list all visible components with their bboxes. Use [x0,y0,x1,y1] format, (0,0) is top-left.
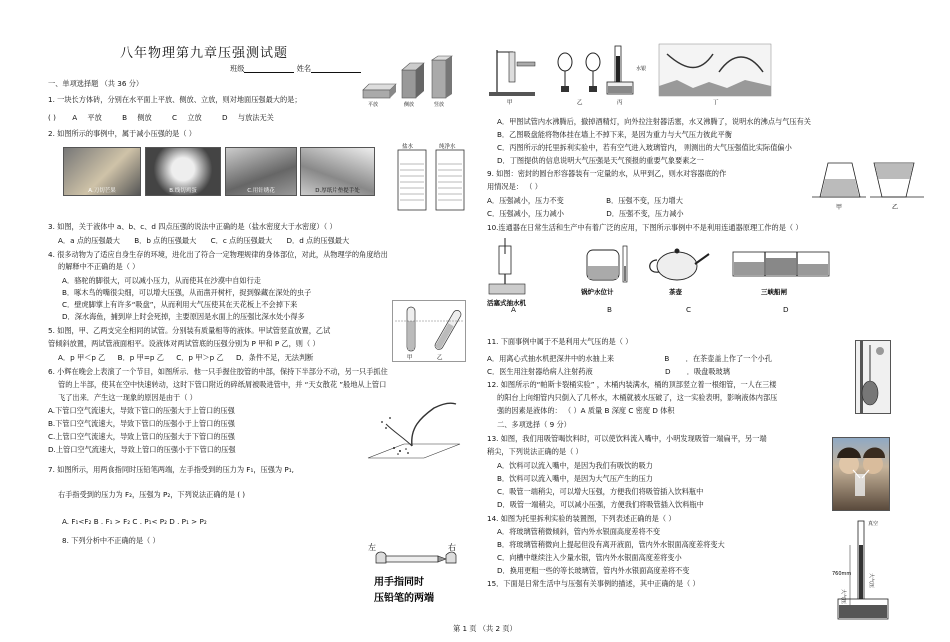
question-12: 12. 如图所示的“帕斯卡裂桶实验” ，木桶内装满水，桶的顶部竖立着一根细管，一人在三楼 [487,380,777,389]
question-2: 2. 如图所示的事例中，属于减小压强的是（ ） [48,129,196,138]
option-d-letter[interactable]: D [664,367,671,376]
option-c[interactable]: C．p 甲＞p 乙 [176,353,224,362]
pure-water-label: 纯净水 [439,144,456,150]
option-c[interactable]: C．医生用注射器给病人注射药液 [487,367,593,376]
caption-a: A.刀切芒果 [88,188,116,194]
connected-vessels-figure [483,236,833,308]
question-8-option-a[interactable]: A．甲图试管内水沸腾后，撤掉酒精灯，向外拉注射器活塞，水又沸腾了，说明水的沸点与气压有关 [497,117,811,126]
test-tube-figure [392,300,466,362]
option-text: 侧放 [137,113,152,122]
caption-c: C.用针绣花 [247,188,275,194]
page-title: 八年物理第九章压强测试题 [120,46,289,61]
caption-line-1: 用手指同时 [374,577,424,588]
fig-ding-label: 丁 [713,100,719,106]
question-13: 13. 如图，我们用吸管喝饮料时，可以使饮料流入嘴中，小明发现吸管一端扁平，另一端 [487,434,767,443]
photo-paper-handle [300,147,375,196]
cone-jia-label: 甲 [836,204,843,211]
question-13-continued: 稍尖，下列说法正确的是（ ） [487,447,583,456]
question-11: 11. 下面事例中属于不是利用大气压的是（ ） [487,337,633,346]
option-b-letter[interactable]: B [664,354,670,363]
photo-cut-mango [63,147,141,196]
question-8-option-b[interactable]: B．乙图吸盘能将物体挂在墙上不掉下来，是因为重力与大气压力彼此平衡 [497,130,732,139]
question-14-option-b[interactable]: B．将玻璃管稍微向上提起但没有离开液面，管内外水银面高度差将变大 [497,540,725,549]
question-5-continued: 管倾斜放置，两试管液面相平。设液体对两试管底的压强分别为 P 甲和 P 乙，则（ ） [48,339,320,348]
q8-figure-strip [487,42,775,107]
question-8: 8. 下列分析中不正确的是（ ） [62,536,160,545]
option-text: 与放法无关 [237,113,274,122]
option-d-text: ．吸盘吸玻璃 [686,367,730,376]
option-b[interactable]: B．p 甲=p 乙 [117,353,164,362]
question-4-option-b[interactable]: B．啄木鸟的嘴很尖细，可以增大压强，从而凿开树杆，捉到躲藏在深处的虫子 [62,288,312,297]
boiler-caption: 锅炉水位计 [581,288,614,296]
question-13-option-c[interactable]: C．吸管一端稍尖，可以增大压强，方便我们将吸管插入饮料瓶中 [497,487,704,496]
option-a[interactable]: A．a 点的压强最大 [58,236,120,245]
page-footer: 第 1 页 （共 2 页） [453,624,517,633]
option-text: 平放 [87,113,102,122]
question-7-continued: 右手指受到的压力为 F₂，压强为 P₂，下列说法正确的是 ( ) [58,490,246,499]
name-label: 姓名 [296,64,312,73]
question-13-option-a[interactable]: A．饮料可以流入嘴中，是因为我们有吸饮的吸力 [497,461,653,470]
question-10: 10.连通器在日常生活和生产中有着广泛的应用，下图所示事例中不是利用连通器原理工作的是（ ） [487,223,803,232]
option-c[interactable]: C．压强减小，压力减小 [487,209,564,218]
mercury-label: 水银 [636,66,647,72]
ship-lock-caption: 三峡船闸 [761,288,787,296]
question-6-option-a[interactable]: A.下管口空气流速大，导致下管口的压强大于上管口的压强 [48,406,235,415]
liquid-container-figure [392,140,470,215]
question-14-option-c[interactable]: C．向槽中继续注入少量水银，管内外水银面高度差将变小 [497,553,682,562]
fig-yi-label: 乙 [577,100,583,106]
option-b[interactable]: B．压强不变，压力增大 [606,196,683,205]
question-3-options [58,236,349,245]
option-text: 立放 [187,113,202,122]
q10-letter-b[interactable]: B [607,305,612,314]
question-8-option-d[interactable]: D．丁图提供的信息说明大气压强是天气预报的重要气象要素之一 [497,156,704,165]
option-b[interactable]: B．b 点的压强最大 [134,236,197,245]
question-6-continued-2: 飞了出来．产生这一现象的原因是由于（ ） [58,393,197,402]
option-b-text: ．在茶壶盖上作了一个小孔 [685,354,772,363]
question-6: 6. 小辉在晚会上表演了一个节目，如图所示．他一只手握住胶管的中部，保持下半部分不动，另一只手抓住 [48,367,388,376]
bricks-image [360,55,470,108]
question-6-option-c[interactable]: C.上管口空气流速大，导致上管口的压强大于下管口的压强 [48,432,235,441]
question-15: 15．下面是日常生活中与压强有关事例的描述，其中正确的是（ ） [487,579,700,588]
brick-label-upright: 竖放 [434,102,445,108]
class-label: 班级 [230,64,245,73]
question-11-options-row1 [487,354,772,363]
question-6-continued: 管的上半部，使其在空中快速转动，这时下管口附近的碎纸屑被吸进管中，并 “天女散花 ”般地从上管口 [58,380,387,389]
option-letter[interactable]: D [222,113,228,122]
q10-letter-c[interactable]: C [686,305,692,314]
cone-yi-label: 乙 [892,204,899,211]
question-14: 14. 如图为托里拆利实验的装置图，下列表述正确的是（ ） [487,514,676,523]
question-6-option-d[interactable]: D.上管口空气流速大，导致上管口的压强小于下管口的压强 [48,445,236,454]
answer-paren: ( ) [48,113,56,122]
question-5-options [58,353,313,362]
tube-jia-label: 甲 [407,355,413,361]
option-d[interactable]: D．d 点的压强最大 [286,236,350,245]
section-1-heading: 一、单项选择题 （共 36 分） [48,79,144,88]
question-13-option-d[interactable]: D．吸管一端稍尖，可以减小压强，方便我们将吸管插入饮料瓶中 [497,500,704,509]
pascal-barrel-image [855,340,891,414]
option-c[interactable]: C．c 点的压强最大 [210,236,273,245]
question-6-option-b[interactable]: B.下管口空气流速大，导致下管口的压强小于上管口的压强 [48,419,235,428]
question-9-options-row2 [487,209,684,218]
brick-label-flat: 平放 [368,102,379,108]
option-a[interactable]: A．p 甲＜p 乙 [58,353,106,362]
right-label: 右 [448,543,456,552]
caption-d: D.厚纸片垫提手处 [315,188,360,194]
question-4-option-c[interactable]: C．壁虎脚掌上有许多“吸盘”，从而利用大气压使其在天花板上不会掉下来 [62,300,298,309]
question-9-continued: 用情况是： （ ） [487,182,542,191]
pump-caption: 活塞式抽水机 [487,299,526,307]
option-letter[interactable]: B [122,113,128,122]
caption-b: B.线切鸡蛋 [169,188,197,194]
brick-figure [360,55,470,108]
question-12-continued: 的阳台上向细管内只倒入了几杯水，木桶就被水压破了，这一实验表明，影响液体内部压 [497,393,778,402]
question-7: 7. 如图所示，用两食指同时压铅笔两端，左手指受到的压力为 F₁，压强为 P₁, [48,465,294,474]
photo-embroidery [225,147,297,196]
question-12-continued-2: 强的因素是液体的： （ ）A 质量 B 深度 C 密度 D 体积 [497,406,675,415]
question-1: 1. 一块长方体砖，分别在水平面上平放、侧放、立放，则对地面压强最大的是； [48,95,302,104]
question-9-options-row1 [487,196,683,205]
option-a[interactable]: A．用离心式抽水机把深井中的水抽上来 [487,354,615,363]
atm-label-left: 大气压 [840,589,846,605]
spinning-tube-figure [364,398,464,466]
photo-cut-egg [145,147,221,196]
option-letter[interactable]: C [172,113,178,122]
question-14-option-a[interactable]: A．将玻璃管稍微倾斜，管内外水银面高度差将不变 [497,527,661,536]
height-label: 760mm [832,571,852,577]
question-4-continued: 的解释中不正确的是（ ） [58,262,140,271]
option-a[interactable]: A．压强减小，压力不变 [487,196,564,205]
question-13-option-b[interactable]: B．饮料可以流入嘴中，是因为大气压产生的压力 [497,474,653,483]
question-8-option-c[interactable]: C．丙图所示的托里拆利实验中，若有空气进入玻璃管内， 则测出的大气压强值比实际值偏小 [497,143,792,152]
truncated-cone-figure [812,157,924,212]
teapot-caption: 茶壶 [669,288,682,296]
question-9: 9. 如图：密封的圆台形容器装有一定量的水，从甲到乙，则水对容器底的作 [487,169,727,178]
salt-water-label: 盐水 [402,144,414,150]
drinking-straw-photo [832,437,890,511]
question-7-options[interactable]: A. F₁<F₂ B . F₁ > F₂ C . P₁< P₂ D . P₁ > P₂ [62,517,207,526]
option-d[interactable]: D．条件不足，无法判断 [235,353,314,362]
atm-label-right: 大气压 [868,573,874,589]
question-14-option-d[interactable]: D．换用更粗一些的等长玻璃管，管内外水银面高度差将不变 [497,566,690,575]
option-d[interactable]: D．压强不变，压力减小 [606,209,684,218]
q10-letter-a[interactable]: A [511,305,516,314]
q10-letter-d[interactable]: D [783,305,789,314]
caption-line-2: 压铅笔的两端 [374,593,434,604]
class-name-line [230,64,361,73]
question-3: 3. 如图，关于液体中 a、b、c、d 四点压强的说法中正确的是（盐水密度大于水密度）（ ） [48,222,337,231]
question-4-option-d[interactable]: D．深水海鱼，捕到岸上时会死掉，主要原因是水面上的压强比深水处小得多 [62,312,305,321]
question-4-option-a[interactable]: A．骆驼的脚很大，可以减小压力，从而使其在沙漠中自如行走 [62,276,261,285]
section-2-heading: 二、多项选择（ 9 分） [497,420,571,429]
vacuum-label: 真空 [868,521,879,527]
question-1-options [48,113,274,122]
tube-yi-label: 乙 [437,355,443,361]
pencil-figure [366,537,462,607]
fig-jia-label: 甲 [507,100,513,106]
left-label: 左 [368,543,376,552]
name-blank[interactable] [311,65,361,73]
option-letter[interactable]: A [72,113,78,122]
question-4: 4. 很多动物为了适应自身生存的环境，进化出了符合一定物理规律的身体部位，对此，从物理学的角度给出 [48,250,388,259]
torricelli-figure [830,515,900,627]
question-5: 5. 如图，甲、乙两支完全相同的试管。分别装有质量相等的液体。甲试管竖直放置，乙试 [48,326,331,335]
fig-bing-label: 丙 [617,100,623,106]
question-11-options-row2 [487,367,730,376]
brick-label-side: 侧放 [404,102,415,108]
class-blank[interactable] [244,65,294,73]
